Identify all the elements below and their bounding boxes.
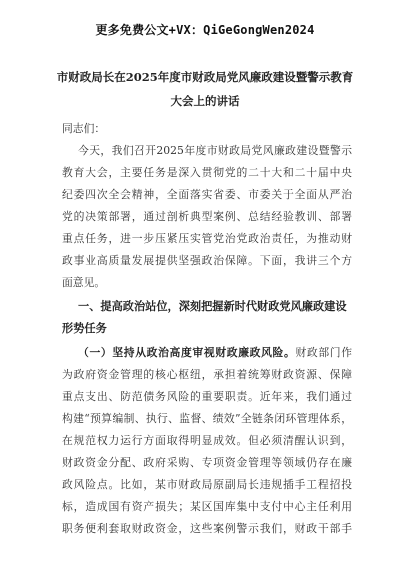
document-title-line-1: 市财政局长在2025年度市财政局党风廉政建设暨警示教育	[56, 70, 354, 84]
subsection-paragraph-line: 政风险点。比如，某市财政局原副局长违规插手工程招投	[62, 478, 352, 491]
subsection-lead-text: 财政部门作	[295, 346, 353, 359]
subsection-paragraph-line: 为政府资金管理的核心枢纽，承担着统筹财政资源、保障	[62, 368, 352, 381]
intro-paragraph-line: 今天，我们召开2025年度市财政局党风廉政建设暨警示	[78, 144, 352, 157]
subsection-heading: （一）坚持从政治高度审视财政廉政风险。	[78, 346, 296, 359]
intro-paragraph-line: 纪委四次全会精神，全面落实省委、市委关于全面从严治	[62, 188, 352, 201]
section-heading-line-2: 形势任务	[62, 321, 107, 335]
subsection-paragraph-line: 标，造成国有资产损失；某区国库集中支付中心主任利用	[62, 500, 352, 513]
subsection-heading-line	[78, 345, 352, 360]
subsection-paragraph-line: 构建“预算编制、执行、监督、绩效”全链条闭环管理体系，	[62, 412, 352, 425]
intro-paragraph-line: 教育大会，主要任务是深入贯彻党的二十大和二十届中央	[62, 166, 352, 179]
subsection-paragraph-line: 在规范权力运行方面取得明显成效。但必须清醒认识到，	[62, 434, 352, 447]
subsection-paragraph-line: 职务便利套取财政资金，这些案例警示我们，财政干部手	[62, 522, 352, 535]
intro-paragraph-line: 面意见。	[62, 276, 106, 289]
intro-paragraph-line: 政事业高质量发展提供坚强政治保障。下面，我讲三个方	[62, 254, 352, 267]
document-title-line-2: 大会上的讲话	[170, 94, 240, 108]
subsection-paragraph-line: 重点支出、防范债务风险的重要职责。近年来，我们通过	[62, 390, 352, 403]
greeting: 同志们：	[62, 122, 106, 135]
intro-paragraph-line: 党的决策部署，通过剖析典型案例、总结经验教训、部署	[62, 210, 352, 223]
promo-banner: 更多免费公文+VX：QiGeGongWen2024	[95, 23, 315, 37]
section-heading-line-1: 一、提高政治站位，深刻把握新时代财政党风廉政建设	[78, 299, 347, 313]
intro-paragraph-line: 重点任务，进一步压紧压实管党治党政治责任，为推动财	[62, 232, 352, 245]
subsection-paragraph-line: 财政资金分配、政府采购、专项资金管理等领域仍存在廉	[62, 456, 352, 469]
